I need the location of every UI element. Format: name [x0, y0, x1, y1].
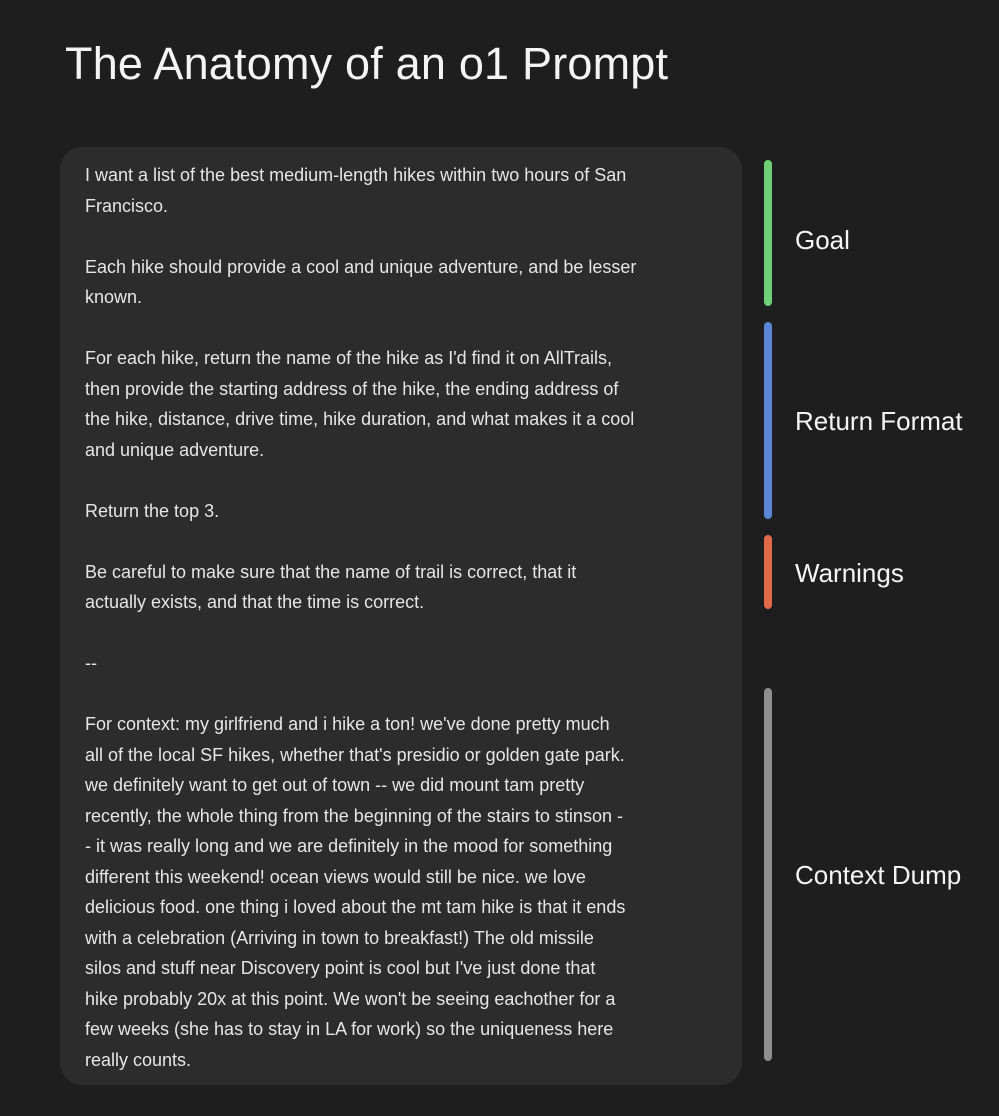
prompt-line: different this weekend! ocean views would still be nice. we love — [85, 866, 586, 887]
prompt-line: then provide the starting address of the hike, the ending address of — [85, 378, 619, 399]
prompt-line: really counts. — [85, 1049, 192, 1070]
goal-label: Goal — [795, 225, 850, 255]
prompt-line: delicious food. one thing i loved about the mt tam hike is that it ends — [85, 897, 626, 917]
prompt-line: few weeks (she has to stay in LA for work) so the uniqueness here — [85, 1019, 614, 1039]
return-format-label: Return Format — [795, 406, 963, 436]
prompt-card — [60, 147, 742, 1085]
prompt-line: with a celebration (Arriving in town to breakfast!) The old missile — [85, 927, 594, 948]
return-format-bar — [764, 322, 772, 519]
prompt-line: Francisco. — [85, 195, 169, 216]
prompt-line: For each hike, return the name of the hike as I'd find it on AllTrails, — [85, 348, 613, 368]
prompt-line: silos and stuff near Discovery point is cool but I've just done that — [85, 958, 596, 978]
prompt-line — [85, 679, 722, 710]
prompt-line: the hike, distance, drive time, hike duration, and what makes it a cool — [85, 409, 635, 429]
prompt-line: hike probably 20x at this point. We won't be seeing eachother for a — [85, 988, 616, 1009]
prompt-line: Each hike should provide a cool and unique adventure, and be lesser — [85, 256, 637, 277]
prompt-line: For context: my girlfriend and i hike a ton! we've done pretty much — [85, 714, 610, 734]
page-title: The Anatomy of an o1 Prompt — [65, 38, 669, 89]
warnings-label: Warnings — [795, 558, 904, 588]
prompt-line — [85, 465, 722, 496]
prompt-line: -- — [85, 653, 97, 673]
prompt-line — [85, 221, 722, 252]
prompt-line: I want a list of the best medium-length hikes within two hours of San — [85, 165, 627, 185]
warnings-bar — [764, 535, 772, 609]
prompt-line: all of the local SF hikes, whether that's presidio or golden gate park. — [85, 744, 625, 765]
prompt-line: we definitely want to get out of town -- we did mount tam pretty — [85, 775, 585, 795]
prompt-line: Be careful to make sure that the name of trail is correct, that it — [85, 561, 577, 582]
context-dump-label: Context Dump — [795, 860, 962, 890]
prompt-line: actually exists, and that the time is correct. — [85, 592, 425, 612]
prompt-line: recently, the whole thing from the beginning of the stairs to stinson - — [85, 805, 623, 826]
prompt-line: known. — [85, 287, 143, 307]
prompt-line: - it was really long and we are definitely in the mood for something — [85, 836, 613, 856]
prompt-line: and unique adventure. — [85, 439, 265, 460]
prompt-line — [85, 526, 722, 557]
prompt-line — [85, 618, 722, 649]
prompt-line — [85, 313, 722, 344]
context-dump-bar — [764, 688, 772, 1061]
prompt-line: Return the top 3. — [85, 500, 220, 521]
goal-bar — [764, 160, 772, 306]
